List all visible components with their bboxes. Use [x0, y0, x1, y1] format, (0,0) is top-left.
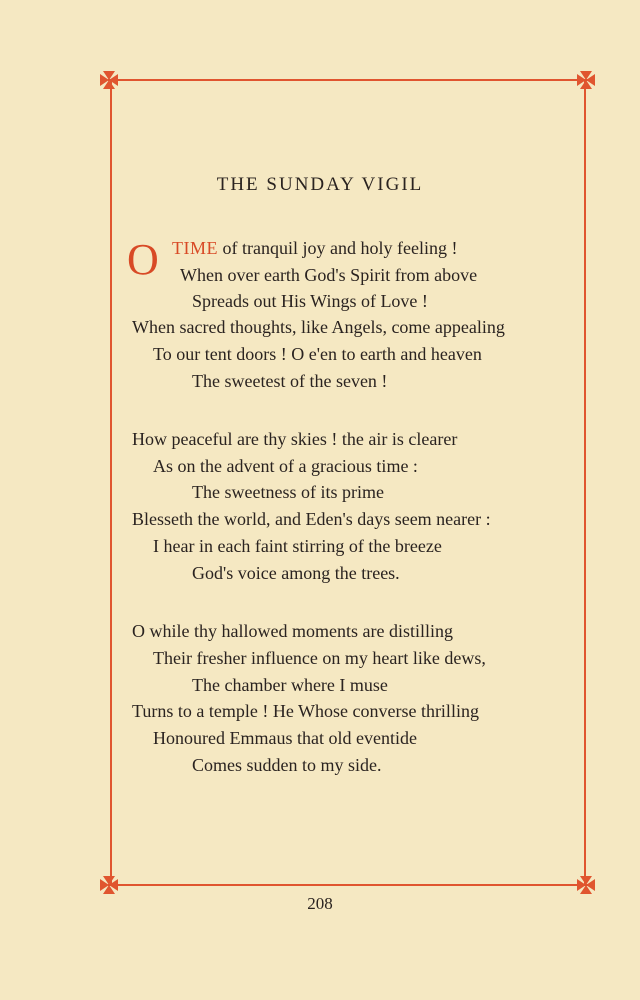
poem-line: The sweetest of the seven ! [192, 371, 388, 391]
poem-line: When sacred thoughts, like Angels, come appealing [132, 317, 505, 337]
maltese-cross-icon [575, 874, 597, 896]
poem-line: Their fresher influence on my heart like dews, [153, 648, 486, 668]
poem-line: When over earth God's Spirit from above [180, 265, 478, 285]
poem-line: I hear in each faint stirring of the breeze [153, 536, 442, 556]
poem-line: As on the advent of a gracious time : [153, 456, 418, 476]
poem-line: Honoured Emmaus that old eventide [153, 728, 417, 748]
poem-line-first [172, 238, 457, 258]
lead-word: TIME [172, 238, 218, 258]
poem-line: Blesseth the world, and Eden's days seem nearer : [132, 509, 491, 529]
poem-line: O while thy hallowed moments are distilling [132, 621, 453, 641]
poem-line: To our tent doors ! O e'en to earth and heaven [153, 344, 482, 364]
first-line-rest: of tranquil joy and holy feeling ! [218, 238, 458, 258]
maltese-cross-icon [98, 69, 120, 91]
poem-line: Comes sudden to my side. [192, 755, 382, 775]
poem-line: The chamber where I muse [192, 675, 388, 695]
poem-title: THE SUNDAY VIGIL [216, 174, 424, 195]
border-right [584, 80, 586, 886]
poem-line: Turns to a temple ! He Whose converse thrilling [132, 701, 479, 721]
poem-line: How peaceful are thy skies ! the air is clearer [132, 429, 458, 449]
border-bottom [108, 884, 588, 886]
poem-line: God's voice among the trees. [192, 563, 400, 583]
poem-line: Spreads out His Wings of Love ! [192, 291, 428, 311]
maltese-cross-icon [98, 874, 120, 896]
border-top [108, 79, 588, 81]
page-number: 208 [307, 894, 333, 913]
drop-cap: O [127, 235, 159, 284]
maltese-cross-icon [575, 69, 597, 91]
border-left [110, 80, 112, 886]
poem-line: The sweetness of its prime [192, 482, 384, 502]
